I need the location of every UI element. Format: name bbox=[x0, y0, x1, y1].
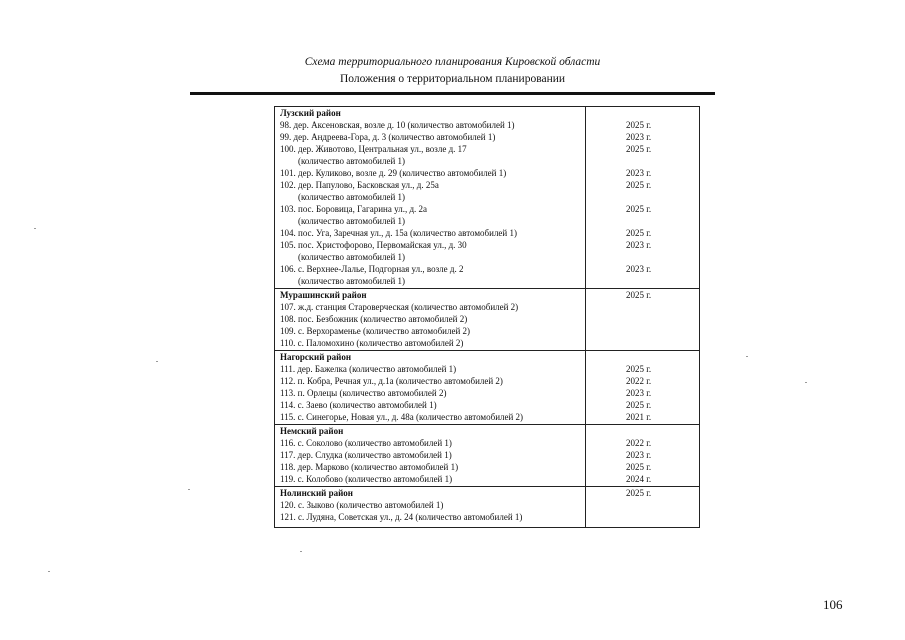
implementation-year: 2025 г. bbox=[626, 120, 652, 130]
implementation-year: 2021 г. bbox=[626, 412, 652, 422]
district-heading: Лузский район bbox=[280, 108, 341, 118]
settlement-entry: 111. дер. Бажелка (количество автомобилей 1) bbox=[280, 364, 457, 374]
implementation-year: 2025 г. bbox=[626, 204, 652, 214]
settlement-entry: 119. с. Колобово (количество автомобилей 1) bbox=[280, 474, 453, 484]
settlement-entry: 118. дер. Марково (количество автомобилей 1) bbox=[280, 462, 459, 472]
settlement-entry-continuation: (количество автомобилей 1) bbox=[298, 216, 406, 226]
implementation-year: 2022 г. bbox=[626, 438, 652, 448]
table-section bbox=[275, 106, 699, 288]
settlement-entry: 100. дер. Животово, Центральная ул., возле д. 17 bbox=[280, 144, 467, 154]
implementation-year: 2023 г. bbox=[626, 240, 652, 250]
implementation-year: 2023 г. bbox=[626, 132, 652, 142]
settlement-entry: 109. с. Верхораменье (количество автомобилей 2) bbox=[280, 326, 471, 336]
settlement-entry: 106. с. Верхнее-Лалье, Подгорная ул., возле д. 2 bbox=[280, 264, 464, 274]
district-heading: Мурашинский район bbox=[280, 290, 367, 300]
settlement-entry: 116. с. Соколово (количество автомобилей 1) bbox=[280, 438, 452, 448]
table-section bbox=[275, 424, 699, 486]
district-year: 2025 г. bbox=[626, 290, 652, 300]
settlement-entry-continuation: (количество автомобилей 1) bbox=[298, 156, 406, 166]
implementation-year: 2025 г. bbox=[626, 462, 652, 472]
settlement-entry-continuation: (количество автомобилей 1) bbox=[298, 252, 406, 262]
scan-speck bbox=[188, 489, 190, 490]
document-title: Схема территориального планирования Кировской области bbox=[304, 56, 601, 68]
settlement-entry: 112. п. Кобра, Речная ул., д.1а (количество автомобилей 2) bbox=[280, 376, 503, 386]
table-section bbox=[275, 288, 699, 350]
implementation-year: 2022 г. bbox=[626, 376, 652, 386]
settlement-entry-continuation: (количество автомобилей 1) bbox=[298, 192, 406, 202]
implementation-year: 2025 г. bbox=[626, 144, 652, 154]
settlement-entry-continuation: (количество автомобилей 1) bbox=[298, 276, 406, 286]
settlement-entry: 102. дер. Папулово, Басковская ул., д. 25а bbox=[280, 180, 439, 190]
implementation-year: 2025 г. bbox=[626, 180, 652, 190]
settlement-entry: 108. пос. Безбожник (количество автомобилей 2) bbox=[280, 314, 468, 324]
scan-speck bbox=[156, 361, 158, 362]
page-number: 106 bbox=[823, 597, 843, 612]
settlement-entry: 120. с. Зыково (количество автомобилей 1) bbox=[280, 500, 444, 510]
implementation-year: 2025 г. bbox=[626, 228, 652, 238]
settlement-entry: 110. с. Паломохино (количество автомобилей 2) bbox=[280, 338, 464, 348]
settlement-entry: 99. дер. Андреева-Гора, д. 3 (количество автомобилей 1) bbox=[280, 132, 496, 142]
settlement-entry: 98. дер. Аксеновская, возле д. 10 (количество автомобилей 1) bbox=[280, 120, 515, 130]
settlement-entry: 114. с. Заево (количество автомобилей 1) bbox=[280, 400, 437, 410]
document-subtitle: Положения о территориальном планировании bbox=[339, 73, 566, 85]
scan-speck bbox=[805, 382, 807, 383]
settlement-entry: 115. с. Синегорье, Новая ул., д. 48а (количество автомобилей 2) bbox=[280, 412, 524, 422]
district-heading: Нолинский район bbox=[280, 488, 353, 498]
header-rule bbox=[190, 92, 715, 95]
settlement-entry: 103. пос. Боровица, Гагарина ул., д. 2а bbox=[280, 204, 428, 214]
settlements-table bbox=[274, 106, 700, 528]
implementation-year: 2023 г. bbox=[626, 388, 652, 398]
table-section bbox=[275, 350, 699, 424]
implementation-year: 2023 г. bbox=[626, 450, 652, 460]
district-heading: Немский район bbox=[280, 426, 344, 436]
settlement-entry: 107. ж.д. станция Староверческая (количество автомобилей 2) bbox=[280, 302, 519, 312]
settlement-entry: 117. дер. Слудка (количество автомобилей 1) bbox=[280, 450, 452, 460]
settlement-entry: 113. п. Орлецы (количество автомобилей 2) bbox=[280, 388, 447, 398]
implementation-year: 2025 г. bbox=[626, 364, 652, 374]
table-section bbox=[275, 486, 699, 524]
settlement-entry: 101. дер. Куликово, возле д. 29 (количество автомобилей 1) bbox=[280, 168, 507, 178]
settlement-entry: 105. пос. Христофорово, Первомайская ул., д. 30 bbox=[280, 240, 467, 250]
implementation-year: 2025 г. bbox=[626, 400, 652, 410]
settlement-entry: 121. с. Лудяна, Советская ул., д. 24 (количество автомобилей 1) bbox=[280, 512, 523, 522]
scan-speck bbox=[48, 571, 50, 572]
implementation-year: 2024 г. bbox=[626, 474, 652, 484]
scan-speck bbox=[34, 228, 36, 229]
implementation-year: 2023 г. bbox=[626, 264, 652, 274]
settlement-entry: 104. пос. Уга, Заречная ул., д. 15а (количество автомобилей 1) bbox=[280, 228, 517, 238]
implementation-year: 2023 г. bbox=[626, 168, 652, 178]
district-heading: Нагорский район bbox=[280, 352, 352, 362]
scan-speck bbox=[746, 356, 748, 357]
scan-speck bbox=[300, 551, 302, 552]
district-year: 2025 г. bbox=[626, 488, 652, 498]
